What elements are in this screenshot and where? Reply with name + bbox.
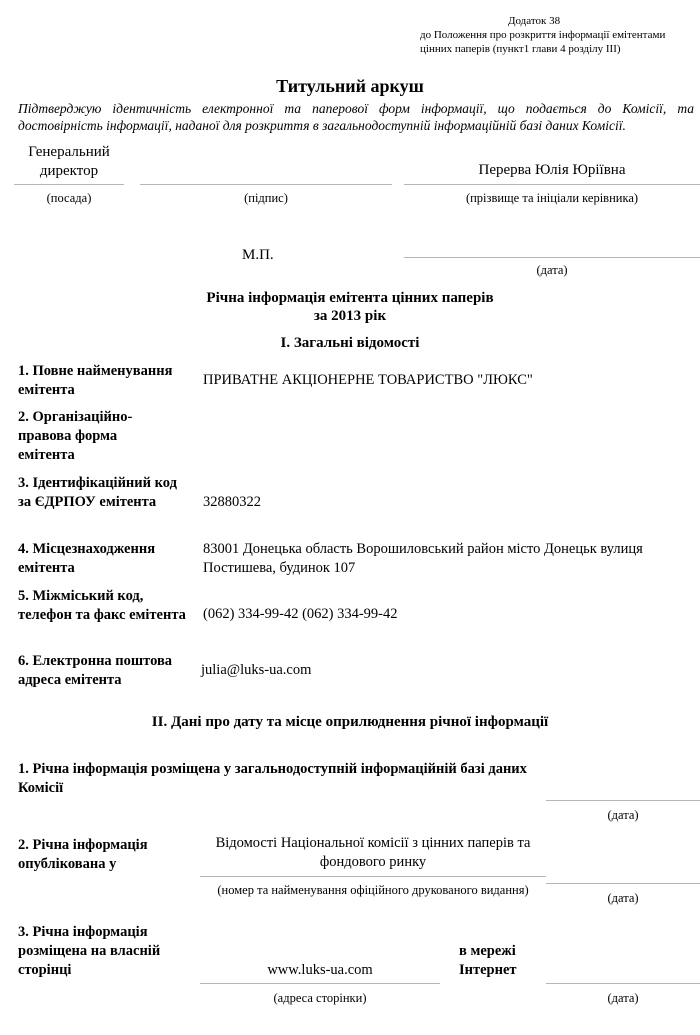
publication-item2-value: Відомості Національної комісії з цінних паперів та фондового ринку [215,835,531,870]
signer-name: Перерва Юлія Юріївна [478,162,626,178]
publication-item3-underline [200,983,440,984]
signer-position [14,143,124,181]
confirmation-text: Підтверджую ідентичність електронної та паперової форм інформації, що подається до Комісії, та достовірність інформації, наданої для розкриття в загальнодоступній інформаційній базі даних Комісії. [18,101,694,133]
position-underline [14,184,124,185]
publication-item3-date-caption: (дата) [607,991,639,1005]
item3-value: 32880322 [203,494,261,510]
name-underline [404,184,700,185]
publication-item2-caption: (номер та найменування офіційного друкованого видання) [217,883,529,897]
addendum-line3: цінних паперів (пункт1 глави 4 розділу III) [420,43,621,55]
publication-item3-caption: (адреса сторінки) [273,991,367,1005]
publication-item2-underline [200,876,546,877]
report-year: за 2013 рік [313,308,387,324]
report-heading: Річна інформація емітента цінних паперів [206,290,494,306]
signature-date-caption: (дата) [536,263,568,277]
addendum-block [420,14,690,56]
section2-title: II. Дані про дату та місце оприлюднення річної інформації [151,714,549,730]
item6-label: 6. Електронна поштова адреса емітента [18,653,173,688]
item4-value: 83001 Донецька область Ворошиловський район місто Донецьк вулиця Постишева, будинок 107 [203,541,643,576]
signer-position-line2: директор [39,163,99,179]
signature-caption: (підпис) [244,191,288,205]
addendum-number: Додаток 38 [508,15,561,27]
publication-item3-value: www.luks-ua.com [267,962,373,978]
publication-item2-label: 2. Річна інформація опублікована у [18,837,148,872]
signature-underline [140,184,392,185]
item1-value: ПРИВАТНЕ АКЦІОНЕРНЕ ТОВАРИСТВО "ЛЮКС" [203,372,533,388]
publication-item1-date-line [546,800,700,801]
item4-label: 4. Місцезнаходження емітента [18,541,156,576]
name-caption: (прізвище та ініціали керівника) [465,191,639,205]
publication-item1-date-caption: (дата) [607,808,639,822]
item3-label: 3. Ідентифікаційний код за ЄДРПОУ емітента [18,475,177,510]
publication-item3-suffix: в мережі Інтернет [459,943,517,978]
publication-item1-label: 1. Річна інформація розміщена у загальнодоступній інформаційній базі даних Комісії [18,761,527,796]
item2-label: 2. Організаційно-правова форма емітента [18,409,133,463]
item6-value: julia@luks-ua.com [201,662,312,678]
publication-item3-label: 3. Річна інформація розміщена на власній сторінці [18,924,161,978]
page-title: Титульний аркуш [276,76,424,96]
section1-title: I. Загальні відомості [280,335,420,351]
item5-value: (062) 334-99-42 (062) 334-99-42 [203,606,398,622]
position-caption: (посада) [46,191,92,205]
publication-item3-date-line [546,983,700,984]
publication-item2-date-line [546,883,700,884]
publication-item2-date-caption: (дата) [607,891,639,905]
date-underline [404,257,700,258]
stamp-mark: М.П. [242,247,274,263]
addendum-line2: до Положення про розкриття інформації емітентами [420,29,666,41]
item5-label: 5. Міжміський код, телефон та факс емітента [18,588,186,623]
signer-position-line1: Генеральний [28,144,110,160]
item1-label: 1. Повне найменування емітента [18,363,173,398]
